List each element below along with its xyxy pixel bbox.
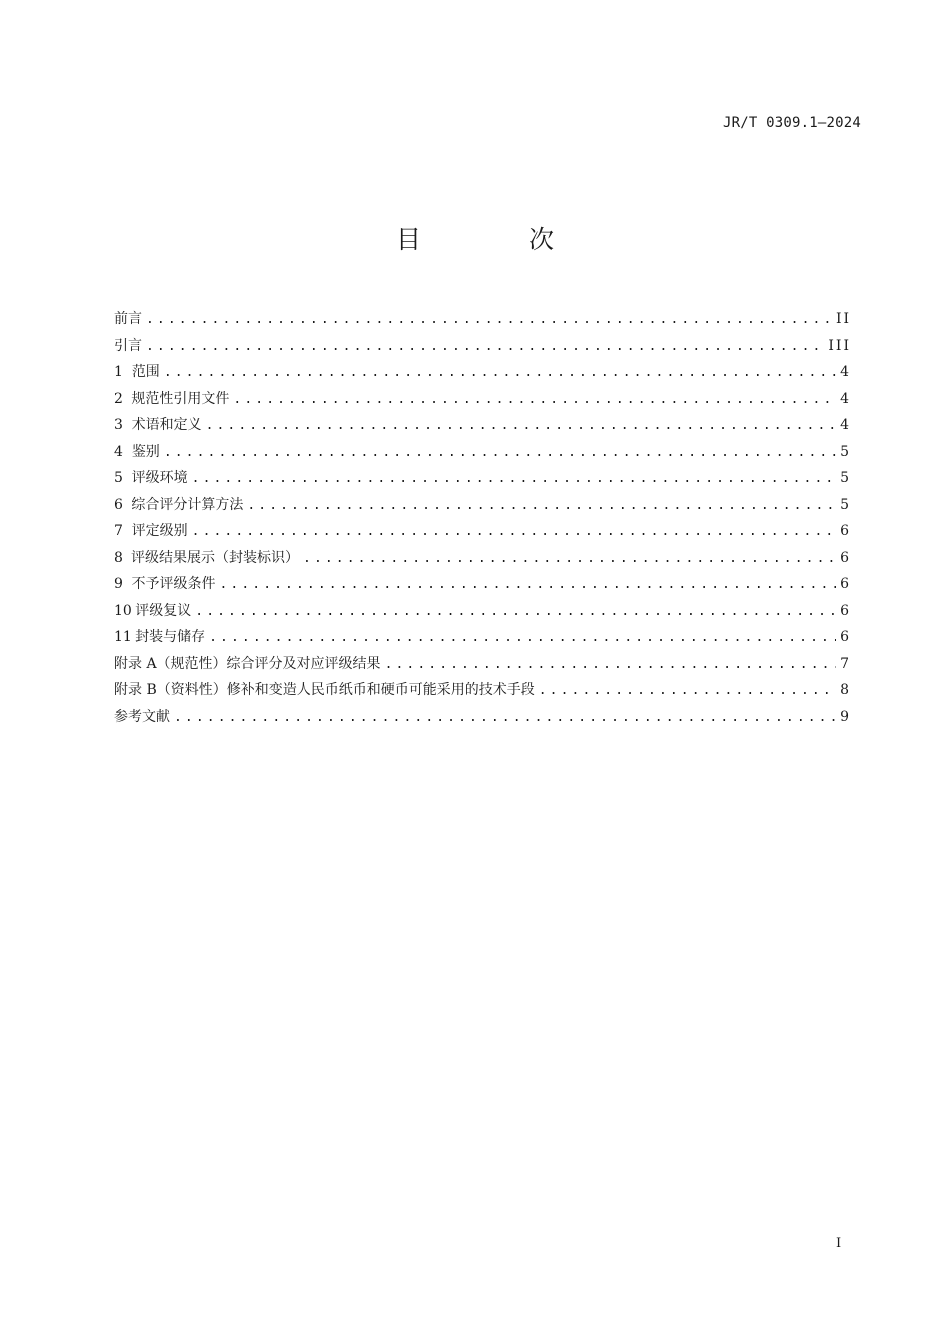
standard-code: JR/T 0309.1—2024 bbox=[722, 115, 861, 131]
toc-entry[interactable] bbox=[114, 465, 851, 492]
toc-entry[interactable] bbox=[114, 333, 851, 360]
toc-leader-dots bbox=[164, 360, 836, 387]
toc-entry-label: 不予评级条件 bbox=[131, 576, 216, 592]
toc-entry-page: 7 bbox=[840, 655, 851, 672]
toc-entry-label: 综合评分计算方法 bbox=[131, 496, 244, 513]
toc-entry-number: 3 bbox=[114, 417, 123, 433]
toc-entry-number: 11 bbox=[114, 629, 132, 645]
toc-entry-label: 规范性引用文件 bbox=[131, 390, 230, 407]
toc-entry[interactable] bbox=[114, 412, 851, 439]
toc-entry-page: 4 bbox=[840, 364, 851, 380]
toc-leader-dots bbox=[220, 572, 837, 599]
toc-entry-page: 6 bbox=[840, 549, 851, 566]
toc-entry[interactable] bbox=[114, 677, 851, 704]
toc-entry-label: 术语和定义 bbox=[131, 417, 202, 433]
toc-leader-dots bbox=[174, 705, 836, 732]
toc-entry-page: 8 bbox=[840, 682, 851, 698]
toc-entry-page: 6 bbox=[840, 629, 851, 645]
toc-entry-label: 评级结果展示（封装标识） bbox=[131, 549, 300, 566]
toc-leader-dots bbox=[192, 519, 836, 546]
toc-entry-number: 7 bbox=[114, 523, 123, 539]
toc-leader-dots bbox=[209, 625, 836, 652]
toc-entry[interactable] bbox=[114, 624, 851, 651]
toc-entry-label: 鉴别 bbox=[131, 443, 160, 460]
toc-entry[interactable] bbox=[114, 571, 851, 598]
toc-leader-dots bbox=[146, 307, 832, 334]
toc-entry-label: 评级复议 bbox=[135, 602, 192, 619]
toc-entry-number: 8 bbox=[114, 549, 123, 566]
toc-leader-dots bbox=[195, 599, 836, 626]
toc-entry-label: 参考文献 bbox=[114, 708, 170, 725]
toc-leader-dots bbox=[192, 466, 836, 493]
toc-leader-dots bbox=[206, 413, 837, 440]
toc-leader-dots bbox=[146, 334, 824, 361]
toc-leader-dots bbox=[539, 678, 836, 705]
toc-entry-number: 5 bbox=[114, 470, 123, 486]
page-number: I bbox=[836, 1236, 842, 1251]
toc-entry[interactable] bbox=[114, 306, 851, 333]
toc-entry-label: 引言 bbox=[114, 337, 142, 354]
toc-entry-page: 6 bbox=[840, 523, 851, 539]
toc-entry[interactable] bbox=[114, 704, 851, 731]
toc-entry[interactable] bbox=[114, 439, 851, 466]
toc-leader-dots bbox=[164, 440, 836, 467]
toc-entry-label: 附录 A（规范性）综合评分及对应评级结果 bbox=[114, 655, 381, 672]
toc-entry[interactable] bbox=[114, 386, 851, 413]
toc-entry-page: 6 bbox=[840, 602, 851, 619]
toc-entry[interactable] bbox=[114, 598, 851, 625]
toc-entry[interactable] bbox=[114, 651, 851, 678]
toc-entry[interactable] bbox=[114, 492, 851, 519]
page-title: 目 次 bbox=[396, 225, 604, 254]
toc-entry-page: 4 bbox=[840, 390, 851, 407]
toc-entry-label: 前言 bbox=[114, 311, 142, 327]
toc-entry-page: 5 bbox=[840, 496, 851, 513]
toc-entry-label: 评级环境 bbox=[131, 470, 188, 486]
toc-entry[interactable] bbox=[114, 518, 851, 545]
toc-entry-page: 9 bbox=[840, 708, 851, 725]
toc-entry-label: 范围 bbox=[131, 364, 160, 380]
toc-entry-number: 9 bbox=[114, 576, 123, 592]
toc-entry-page: 4 bbox=[840, 417, 851, 433]
toc-leader-dots bbox=[247, 493, 836, 520]
toc-entry[interactable] bbox=[114, 359, 851, 386]
table-of-contents bbox=[114, 306, 851, 730]
toc-entry-page: 5 bbox=[840, 470, 851, 486]
toc-entry-number: 1 bbox=[114, 364, 123, 380]
toc-entry-number: 10 bbox=[114, 602, 132, 619]
toc-leader-dots bbox=[385, 652, 837, 679]
toc-leader-dots bbox=[303, 546, 836, 573]
toc-entry-page: II bbox=[835, 311, 851, 327]
toc-entry-page: 6 bbox=[840, 576, 851, 592]
toc-entry-number: 2 bbox=[114, 390, 123, 407]
toc-entry-number: 4 bbox=[114, 443, 123, 460]
toc-leader-dots bbox=[233, 387, 836, 414]
toc-entry-page: III bbox=[828, 337, 851, 354]
toc-entry-number: 6 bbox=[114, 496, 123, 513]
toc-entry-page: 5 bbox=[840, 443, 851, 460]
toc-entry-label: 封装与储存 bbox=[135, 629, 206, 645]
toc-entry-label: 评定级别 bbox=[131, 523, 188, 539]
toc-entry-label: 附录 B（资料性）修补和变造人民币纸币和硬币可能采用的技术手段 bbox=[114, 682, 535, 698]
toc-entry[interactable] bbox=[114, 545, 851, 572]
